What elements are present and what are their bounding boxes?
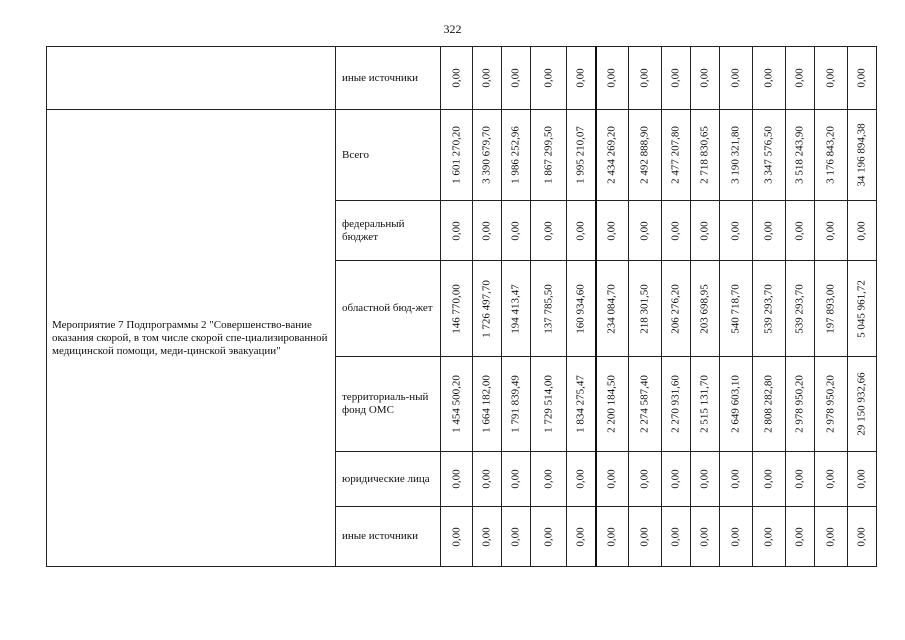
value-text: 0,00	[698, 220, 711, 241]
value-cell	[567, 201, 596, 261]
value-text: 2 808 282,80	[762, 375, 775, 433]
value-text: 0,00	[450, 469, 462, 489]
value-cell	[786, 507, 815, 567]
value-cell	[473, 507, 502, 567]
value-text: 1 995 210,07	[574, 126, 587, 184]
value-cell	[691, 261, 720, 357]
value-text: 2 270 931,60	[669, 375, 682, 433]
value-text: 234 084,70	[605, 283, 618, 334]
value-cell	[786, 357, 815, 452]
value-cell	[441, 452, 473, 507]
value-cell	[629, 452, 662, 507]
value-cell	[441, 507, 473, 567]
value-text: 2 200 184,50	[605, 375, 618, 433]
value-cell	[753, 507, 786, 567]
value-text: 0,00	[824, 220, 837, 241]
value-text: 539 293,70	[762, 283, 775, 334]
value-cell	[691, 452, 720, 507]
value-text: 197 893,00	[824, 283, 837, 334]
value-cell	[441, 357, 473, 452]
value-cell	[629, 357, 662, 452]
value-text: 206 276,20	[669, 283, 682, 334]
value-cell	[662, 357, 691, 452]
value-cell	[531, 452, 567, 507]
value-text: 0,00	[480, 68, 493, 88]
value-text: 0,00	[638, 68, 651, 88]
value-cell	[473, 201, 502, 261]
value-text: 0,00	[729, 526, 742, 547]
value-cell	[531, 507, 567, 567]
value-text: 0,00	[605, 526, 618, 547]
value-text: 2 477 207,80	[669, 126, 682, 184]
value-cell	[848, 452, 877, 507]
value-cell	[502, 507, 531, 567]
value-cell	[786, 201, 815, 261]
value-cell	[567, 261, 596, 357]
table-row	[47, 110, 877, 201]
value-text: 0,00	[669, 220, 682, 241]
value-text: 203 698,95	[698, 283, 711, 334]
value-text: 0,00	[729, 68, 742, 88]
value-text: 29 150 932,66	[855, 372, 868, 436]
value-cell	[473, 47, 502, 110]
value-text: 0,00	[638, 469, 651, 489]
value-cell	[720, 201, 753, 261]
value-text: 0,00	[669, 526, 682, 547]
value-text: 0,00	[824, 469, 837, 489]
value-text: 0,00	[450, 68, 462, 88]
value-cell	[502, 201, 531, 261]
value-text: 0,00	[793, 526, 806, 547]
value-cell	[596, 357, 629, 452]
value-text: 0,00	[729, 220, 742, 241]
value-text: 0,00	[855, 68, 868, 88]
value-cell	[662, 507, 691, 567]
value-text: 194 413,47	[509, 283, 522, 334]
value-text: 34 196 894,38	[855, 123, 868, 187]
value-text: 0,00	[542, 526, 554, 547]
value-cell	[629, 201, 662, 261]
value-cell	[786, 261, 815, 357]
value-cell	[596, 452, 629, 507]
value-text: 3 390 679,70	[480, 126, 493, 184]
value-text: 3 190 321,80	[729, 126, 742, 184]
value-cell	[502, 47, 531, 110]
value-cell	[691, 47, 720, 110]
value-cell	[815, 452, 848, 507]
value-cell	[596, 261, 629, 357]
value-cell	[441, 201, 473, 261]
value-text: 1 726 497,70	[480, 279, 493, 338]
value-text: 539 293,70	[793, 283, 806, 334]
value-cell	[567, 452, 596, 507]
page-number: 322	[443, 22, 462, 36]
value-cell	[629, 47, 662, 110]
value-text: 3 347 576,50	[762, 126, 775, 184]
value-text: 0,00	[762, 220, 775, 241]
value-cell	[691, 507, 720, 567]
value-text: 0,00	[605, 68, 618, 88]
value-text: 2 492 888,90	[638, 126, 651, 184]
value-cell	[596, 110, 629, 201]
value-cell	[531, 201, 567, 261]
value-cell	[567, 47, 596, 110]
value-text: 0,00	[509, 220, 522, 241]
value-text: 0,00	[855, 526, 868, 547]
value-cell	[753, 261, 786, 357]
value-text: 3 518 243,90	[793, 126, 806, 184]
value-cell	[815, 507, 848, 567]
value-text: 1 791 839,49	[509, 375, 522, 433]
value-cell	[848, 261, 877, 357]
value-cell	[502, 261, 531, 357]
value-cell	[720, 507, 753, 567]
value-cell	[753, 110, 786, 201]
value-cell	[662, 47, 691, 110]
funding-source-cell: областной бюд-жет	[336, 261, 441, 357]
value-text: 0,00	[480, 526, 493, 547]
value-cell	[629, 110, 662, 201]
value-cell	[720, 452, 753, 507]
value-cell	[531, 357, 567, 452]
value-cell	[786, 47, 815, 110]
funding-source-cell: юридические лица	[336, 452, 441, 507]
value-cell	[815, 261, 848, 357]
value-text: 2 274 587,40	[638, 375, 651, 433]
value-text: 2 515 131,70	[698, 375, 711, 433]
value-cell	[815, 201, 848, 261]
value-text: 2 718 830,65	[698, 126, 711, 184]
value-text: 0,00	[762, 68, 775, 88]
value-text: 0,00	[824, 68, 837, 88]
value-text: 1 664 182,00	[480, 375, 493, 433]
value-cell	[473, 452, 502, 507]
value-cell	[531, 110, 567, 201]
value-cell	[567, 507, 596, 567]
value-text: 0,00	[638, 526, 651, 547]
value-cell	[473, 110, 502, 201]
value-cell	[629, 507, 662, 567]
value-cell	[691, 110, 720, 201]
value-cell	[753, 47, 786, 110]
value-cell	[502, 110, 531, 201]
value-text: 0,00	[574, 68, 587, 88]
funding-source-cell: федеральный бюджет	[336, 201, 441, 261]
value-cell	[691, 357, 720, 452]
value-text: 146 770,00	[450, 283, 462, 334]
value-text: 0,00	[793, 68, 806, 88]
value-text: 2 649 603,10	[729, 375, 742, 433]
value-text: 2 978 950,20	[824, 375, 837, 433]
value-cell	[815, 110, 848, 201]
value-cell	[720, 47, 753, 110]
value-text: 0,00	[855, 469, 868, 489]
value-text: 0,00	[793, 220, 806, 241]
funding-source-cell: иные источники	[336, 507, 441, 567]
value-cell	[441, 47, 473, 110]
value-cell	[815, 47, 848, 110]
value-text: 1 834 275,47	[574, 375, 587, 433]
value-text: 0,00	[574, 220, 587, 241]
event-name-cell: Мероприятие 7 Подпрограммы 2 "Совершенство-вание оказания скорой, в том числе скорой спе-циализированной медицинской помощи, меди-цинской эвакуации"	[47, 110, 336, 567]
value-text: 218 301,50	[638, 283, 651, 334]
value-cell	[720, 110, 753, 201]
value-cell	[441, 261, 473, 357]
value-text: 0,00	[509, 526, 522, 547]
value-text: 0,00	[762, 526, 775, 547]
value-cell	[753, 201, 786, 261]
value-text: 540 718,70	[729, 283, 742, 334]
value-text: 0,00	[762, 469, 775, 489]
value-text: 0,00	[824, 526, 837, 547]
value-cell	[848, 201, 877, 261]
value-text: 0,00	[480, 220, 493, 241]
value-text: 0,00	[729, 469, 742, 489]
value-cell	[753, 357, 786, 452]
value-cell	[848, 47, 877, 110]
value-cell	[596, 47, 629, 110]
value-text: 0,00	[669, 469, 682, 489]
value-cell	[720, 357, 753, 452]
value-text: 0,00	[638, 220, 651, 241]
value-text: 0,00	[450, 526, 462, 547]
value-cell	[786, 452, 815, 507]
value-text: 0,00	[574, 469, 587, 489]
value-text: 2 978 950,20	[793, 375, 806, 433]
value-cell	[662, 261, 691, 357]
value-text: 0,00	[698, 526, 711, 547]
value-cell	[531, 47, 567, 110]
funding-source-cell: иные источники	[336, 47, 441, 110]
value-text: 0,00	[855, 220, 868, 241]
value-text: 0,00	[542, 68, 554, 88]
value-text: 1 867 299,50	[542, 126, 554, 184]
value-cell	[662, 201, 691, 261]
value-cell	[441, 110, 473, 201]
value-cell	[531, 261, 567, 357]
value-cell	[596, 201, 629, 261]
value-cell	[691, 201, 720, 261]
value-cell	[596, 507, 629, 567]
value-text: 1 986 252,96	[509, 126, 522, 184]
value-cell	[567, 110, 596, 201]
value-text: 1 454 500,20	[450, 375, 462, 433]
value-text: 160 934,60	[574, 283, 587, 334]
value-text: 5 045 961,72	[855, 279, 868, 338]
value-text: 137 785,50	[542, 283, 554, 334]
value-text: 1 601 270,20	[450, 126, 462, 184]
value-cell	[662, 110, 691, 201]
value-cell	[848, 507, 877, 567]
value-text: 0,00	[542, 220, 554, 241]
value-text: 0,00	[605, 469, 618, 489]
value-cell	[720, 261, 753, 357]
value-text: 0,00	[542, 469, 554, 489]
value-cell	[753, 452, 786, 507]
value-text: 2 434 269,20	[605, 126, 618, 184]
value-text: 0,00	[605, 220, 618, 241]
value-text: 0,00	[509, 68, 522, 88]
budget-table	[46, 46, 877, 567]
value-cell	[473, 357, 502, 452]
value-text: 0,00	[698, 469, 711, 489]
value-cell	[662, 452, 691, 507]
value-cell	[786, 110, 815, 201]
value-text: 0,00	[480, 469, 493, 489]
value-cell	[567, 357, 596, 452]
value-cell	[848, 357, 877, 452]
value-cell	[848, 110, 877, 201]
value-cell	[502, 452, 531, 507]
value-cell	[815, 357, 848, 452]
value-text: 3 176 843,20	[824, 126, 837, 184]
table-row	[47, 47, 877, 110]
value-text: 0,00	[669, 68, 682, 88]
value-text: 0,00	[450, 220, 462, 241]
value-text: 1 729 514,00	[542, 375, 554, 433]
value-cell	[502, 357, 531, 452]
value-text: 0,00	[574, 526, 587, 547]
value-cell	[473, 261, 502, 357]
value-cell	[629, 261, 662, 357]
funding-source-cell: Всего	[336, 110, 441, 201]
value-text: 0,00	[793, 469, 806, 489]
value-text: 0,00	[698, 68, 711, 88]
value-text: 0,00	[509, 469, 522, 489]
empty-event-cell	[47, 47, 336, 110]
funding-source-cell: территориаль-ный фонд ОМС	[336, 357, 441, 452]
